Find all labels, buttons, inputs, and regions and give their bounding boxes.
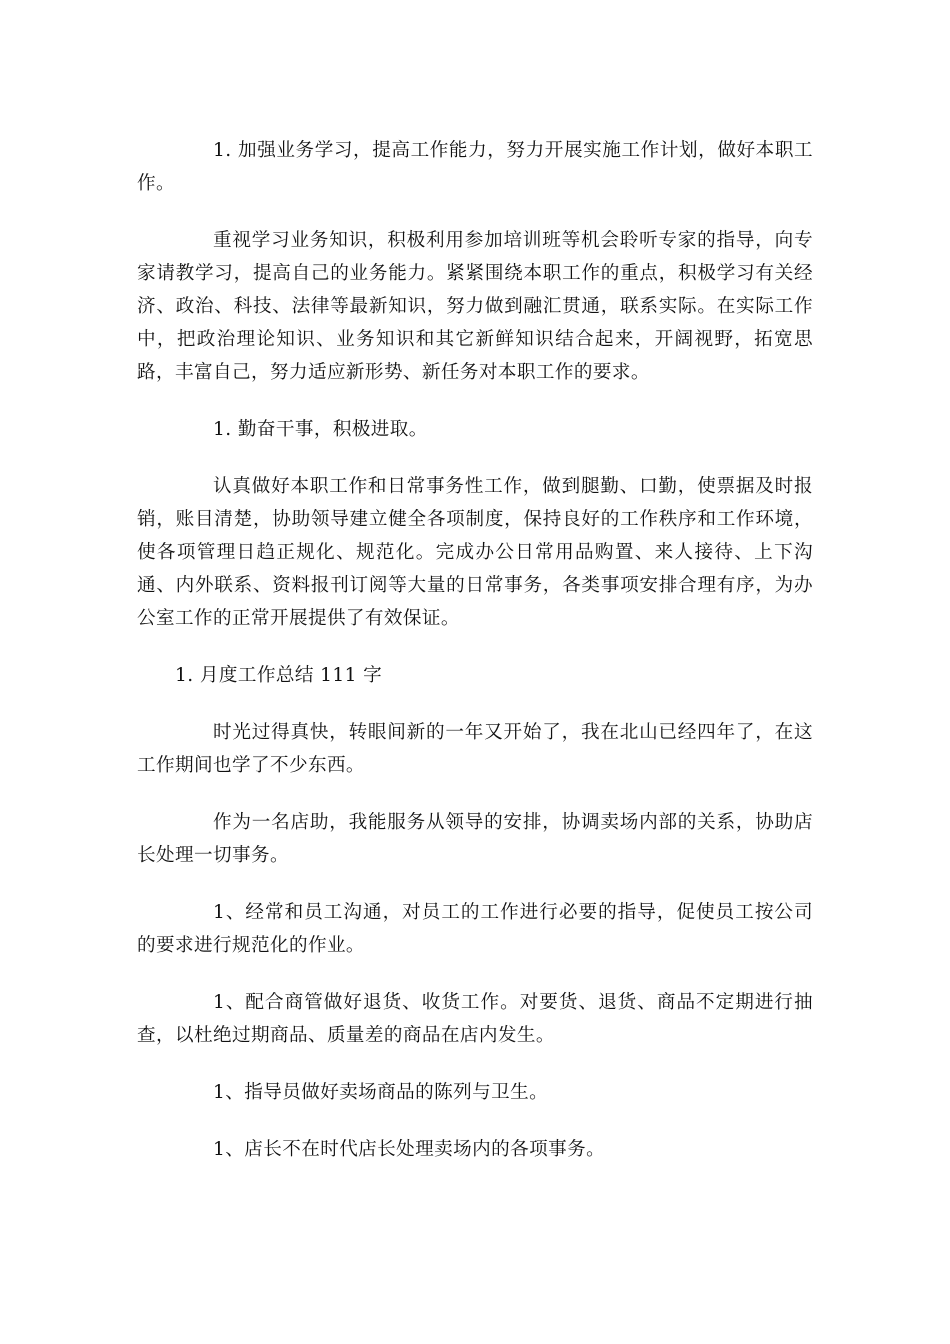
heading-monthly-summary: 1. 月度工作总结 111 字 bbox=[175, 665, 383, 686]
list-item-display-hygiene: 1、指导员做好卖场商品的陈列与卫生。 bbox=[213, 1082, 549, 1103]
paragraph-business-knowledge: 重视学习业务知识，积极利用参加培训班等机会聆听专家的指导，向专家请教学习，提高自己的业务能力。紧紧围绕本职工作的重点，积极学习有关经济、政治、科技、法律等最新知识，努力做到融汇贯通，联系实际。在实际工作中，把政治理论知识、业务知识和其它新鲜知识结合起来，开阔视野，拓宽思路，丰富自己，努力适应新形势、新任务对本职工作的要求。 bbox=[137, 230, 813, 383]
paragraph-daily-affairs: 认真做好本职工作和日常事务性工作，做到腿勤、口勤，使票据及时报销，账目清楚，协助领导建立健全各项制度，保持良好的工作秩序和工作环境，使各项管理日趋正规化、规范化。完成办公日常用品购置、来人接待、上下沟通、内外联系、资料报刊订阅等大量的日常事务，各类事项安排合理有序，为办公室工作的正常开展提供了有效保证。 bbox=[137, 476, 813, 629]
document-body bbox=[137, 134, 813, 1190]
list-item-returns-receiving: 1、配合商管做好退货、收货工作。对要货、退货、商品不定期进行抽查，以杜绝过期商品、质量差的商品在店内发生。 bbox=[137, 992, 813, 1046]
paragraph-store-assistant: 作为一名店助，我能服务从领导的安排，协调卖场内部的关系，协助店长处理一切事务。 bbox=[137, 812, 813, 866]
heading-diligent-work: 1. 勤奋干事，积极进取。 bbox=[213, 419, 428, 440]
list-item-acting-manager: 1、店长不在时代店长处理卖场内的各项事务。 bbox=[213, 1139, 606, 1160]
list-item-staff-communication: 1、经常和员工沟通，对员工的工作进行必要的指导，促使员工按公司的要求进行规范化的作业。 bbox=[137, 902, 813, 956]
heading-business-study: 1. 加强业务学习，提高工作能力，努力开展实施工作计划，做好本职工作。 bbox=[137, 140, 813, 194]
paragraph-time-flies: 时光过得真快，转眼间新的一年又开始了，我在北山已经四年了，在这工作期间也学了不少东西。 bbox=[137, 722, 813, 776]
